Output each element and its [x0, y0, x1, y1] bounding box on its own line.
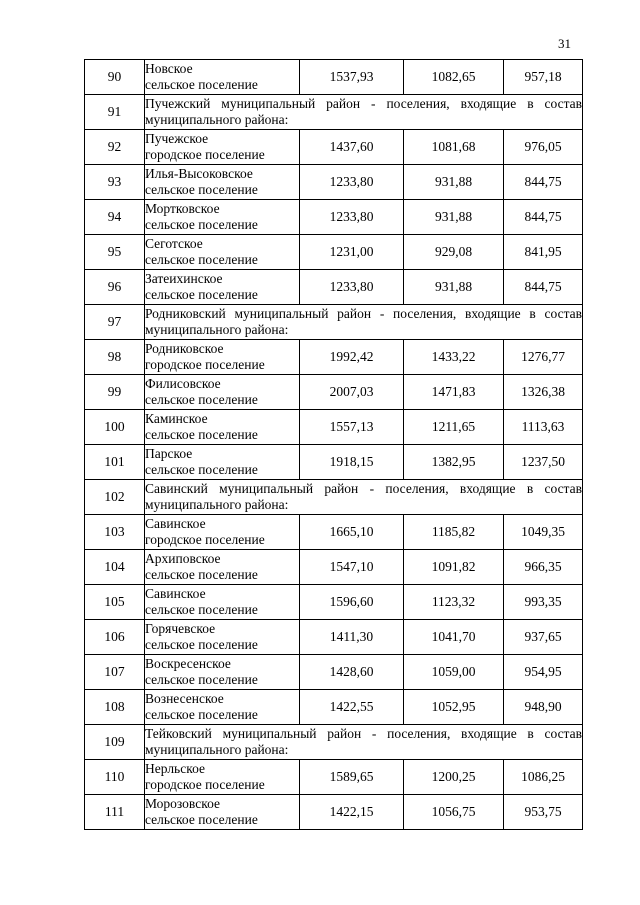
- settlement-title: Сеготское: [145, 236, 203, 251]
- value-cell-1: 1231,00: [300, 235, 404, 270]
- value-cell-3: 1049,35: [504, 515, 583, 550]
- settlement-type: городское поселение: [145, 147, 265, 162]
- row-number: 90: [85, 60, 145, 95]
- settlement-name: [145, 655, 300, 690]
- value-cell-1: 2007,03: [300, 375, 404, 410]
- settlements-table: [84, 59, 583, 830]
- value-cell-1: 1537,93: [300, 60, 404, 95]
- settlement-name: [145, 410, 300, 445]
- settlement-name: [145, 60, 300, 95]
- value-cell-1: 1422,55: [300, 690, 404, 725]
- settlement-type: сельское поселение: [145, 707, 258, 722]
- value-cell-1: 1557,13: [300, 410, 404, 445]
- district-header-row: [85, 95, 583, 130]
- settlement-title: Родниковское: [145, 341, 224, 356]
- table-row: [85, 585, 583, 620]
- row-number: 94: [85, 200, 145, 235]
- settlement-title: Архиповское: [145, 551, 221, 566]
- value-cell-1: 1437,60: [300, 130, 404, 165]
- value-cell-3: 948,90: [504, 690, 583, 725]
- row-number: 102: [85, 480, 145, 515]
- row-number: 95: [85, 235, 145, 270]
- settlement-title: Воскресенское: [145, 656, 231, 671]
- value-cell-2: 1200,25: [404, 760, 504, 795]
- row-number: 96: [85, 270, 145, 305]
- table-row: [85, 410, 583, 445]
- value-cell-2: 1041,70: [404, 620, 504, 655]
- value-cell-3: 1113,63: [504, 410, 583, 445]
- table-row: [85, 340, 583, 375]
- settlement-type: сельское поселение: [145, 672, 258, 687]
- table-row: [85, 235, 583, 270]
- settlement-name: [145, 445, 300, 480]
- settlement-title: Новское: [145, 61, 193, 76]
- value-cell-3: 844,75: [504, 165, 583, 200]
- value-cell-3: 841,95: [504, 235, 583, 270]
- table-row: [85, 655, 583, 690]
- value-cell-2: 1059,00: [404, 655, 504, 690]
- value-cell-3: 976,05: [504, 130, 583, 165]
- row-number: 92: [85, 130, 145, 165]
- table-row: [85, 165, 583, 200]
- table-row: [85, 550, 583, 585]
- table-row: [85, 760, 583, 795]
- row-number: 109: [85, 725, 145, 760]
- settlement-title: Морозовское: [145, 796, 220, 811]
- value-cell-2: 1471,83: [404, 375, 504, 410]
- value-cell-1: 1233,80: [300, 270, 404, 305]
- settlement-type: сельское поселение: [145, 77, 258, 92]
- settlement-name: [145, 795, 300, 830]
- value-cell-3: 937,65: [504, 620, 583, 655]
- table-row: [85, 130, 583, 165]
- value-cell-2: 1052,95: [404, 690, 504, 725]
- value-cell-3: 957,18: [504, 60, 583, 95]
- value-cell-1: 1992,42: [300, 340, 404, 375]
- value-cell-2: 929,08: [404, 235, 504, 270]
- settlement-title: Затеихинское: [145, 271, 223, 286]
- row-number: 103: [85, 515, 145, 550]
- value-cell-3: 1237,50: [504, 445, 583, 480]
- value-cell-1: 1233,80: [300, 200, 404, 235]
- value-cell-3: 844,75: [504, 270, 583, 305]
- table-row: [85, 795, 583, 830]
- table-row: [85, 620, 583, 655]
- value-cell-2: 931,88: [404, 165, 504, 200]
- value-cell-2: 1123,32: [404, 585, 504, 620]
- district-header-row: [85, 305, 583, 340]
- settlement-title: Савинское: [145, 586, 206, 601]
- row-number: 99: [85, 375, 145, 410]
- value-cell-2: 931,88: [404, 200, 504, 235]
- value-cell-3: 1326,38: [504, 375, 583, 410]
- settlement-title: Илья-Высоковское: [145, 166, 253, 181]
- table-body: [85, 60, 583, 830]
- value-cell-1: 1918,15: [300, 445, 404, 480]
- settlement-name: [145, 585, 300, 620]
- row-number: 97: [85, 305, 145, 340]
- table-row: [85, 375, 583, 410]
- value-cell-1: 1422,15: [300, 795, 404, 830]
- settlement-type: городское поселение: [145, 777, 265, 792]
- value-cell-3: 954,95: [504, 655, 583, 690]
- row-number: 100: [85, 410, 145, 445]
- settlement-title: Нерльское: [145, 761, 205, 776]
- district-header-row: [85, 725, 583, 760]
- district-header-row: [85, 480, 583, 515]
- page-number: 31: [558, 36, 571, 51]
- value-cell-1: 1665,10: [300, 515, 404, 550]
- value-cell-2: 1211,65: [404, 410, 504, 445]
- settlement-type: сельское поселение: [145, 287, 258, 302]
- settlement-name: [145, 340, 300, 375]
- district-title: Тейковский муниципальный район - поселения, входящие в состав муниципального района:: [145, 725, 583, 760]
- row-number: 93: [85, 165, 145, 200]
- table-row: [85, 515, 583, 550]
- settlement-name: [145, 165, 300, 200]
- settlement-name: [145, 690, 300, 725]
- settlement-title: Пучежское: [145, 131, 209, 146]
- settlement-type: сельское поселение: [145, 427, 258, 442]
- settlement-type: сельское поселение: [145, 392, 258, 407]
- settlement-name: [145, 760, 300, 795]
- settlement-title: Вознесенское: [145, 691, 224, 706]
- row-number: 104: [85, 550, 145, 585]
- value-cell-2: 931,88: [404, 270, 504, 305]
- table-row: [85, 445, 583, 480]
- value-cell-2: 1082,65: [404, 60, 504, 95]
- value-cell-3: 1086,25: [504, 760, 583, 795]
- settlement-name: [145, 130, 300, 165]
- settlement-type: сельское поселение: [145, 812, 258, 827]
- district-title: Родниковский муниципальный район - поселения, входящие в состав муниципального района:: [145, 305, 583, 340]
- row-number: 91: [85, 95, 145, 130]
- settlement-title: Филисовское: [145, 376, 221, 391]
- row-number: 108: [85, 690, 145, 725]
- value-cell-2: 1056,75: [404, 795, 504, 830]
- settlement-name: [145, 270, 300, 305]
- settlement-title: Каминское: [145, 411, 208, 426]
- settlement-type: сельское поселение: [145, 567, 258, 582]
- table-row: [85, 690, 583, 725]
- settlement-type: сельское поселение: [145, 602, 258, 617]
- settlement-type: сельское поселение: [145, 462, 258, 477]
- value-cell-1: 1233,80: [300, 165, 404, 200]
- value-cell-1: 1428,60: [300, 655, 404, 690]
- settlement-name: [145, 515, 300, 550]
- settlement-name: [145, 620, 300, 655]
- value-cell-2: 1382,95: [404, 445, 504, 480]
- value-cell-3: 953,75: [504, 795, 583, 830]
- value-cell-1: 1589,65: [300, 760, 404, 795]
- settlement-type: городское поселение: [145, 532, 265, 547]
- value-cell-3: 1276,77: [504, 340, 583, 375]
- row-number: 101: [85, 445, 145, 480]
- value-cell-3: 966,35: [504, 550, 583, 585]
- row-number: 98: [85, 340, 145, 375]
- settlement-name: [145, 375, 300, 410]
- row-number: 107: [85, 655, 145, 690]
- value-cell-1: 1411,30: [300, 620, 404, 655]
- settlement-title: Савинское: [145, 516, 206, 531]
- row-number: 105: [85, 585, 145, 620]
- settlement-type: сельское поселение: [145, 637, 258, 652]
- settlement-title: Мортковское: [145, 201, 220, 216]
- district-title: Савинский муниципальный район - поселения, входящие в состав муниципального района:: [145, 480, 583, 515]
- settlement-name: [145, 235, 300, 270]
- value-cell-2: 1433,22: [404, 340, 504, 375]
- table-row: [85, 60, 583, 95]
- settlement-type: сельское поселение: [145, 217, 258, 232]
- settlement-type: городское поселение: [145, 357, 265, 372]
- row-number: 106: [85, 620, 145, 655]
- value-cell-2: 1081,68: [404, 130, 504, 165]
- row-number: 110: [85, 760, 145, 795]
- settlement-title: Горячевское: [145, 621, 216, 636]
- value-cell-3: 844,75: [504, 200, 583, 235]
- settlement-name: [145, 200, 300, 235]
- table-row: [85, 270, 583, 305]
- settlement-type: сельское поселение: [145, 252, 258, 267]
- value-cell-3: 993,35: [504, 585, 583, 620]
- value-cell-2: 1091,82: [404, 550, 504, 585]
- table-row: [85, 200, 583, 235]
- value-cell-1: 1547,10: [300, 550, 404, 585]
- value-cell-2: 1185,82: [404, 515, 504, 550]
- row-number: 111: [85, 795, 145, 830]
- settlement-name: [145, 550, 300, 585]
- settlement-title: Парское: [145, 446, 193, 461]
- district-title: Пучежский муниципальный район - поселения, входящие в состав муниципального района:: [145, 95, 583, 130]
- value-cell-1: 1596,60: [300, 585, 404, 620]
- settlement-type: сельское поселение: [145, 182, 258, 197]
